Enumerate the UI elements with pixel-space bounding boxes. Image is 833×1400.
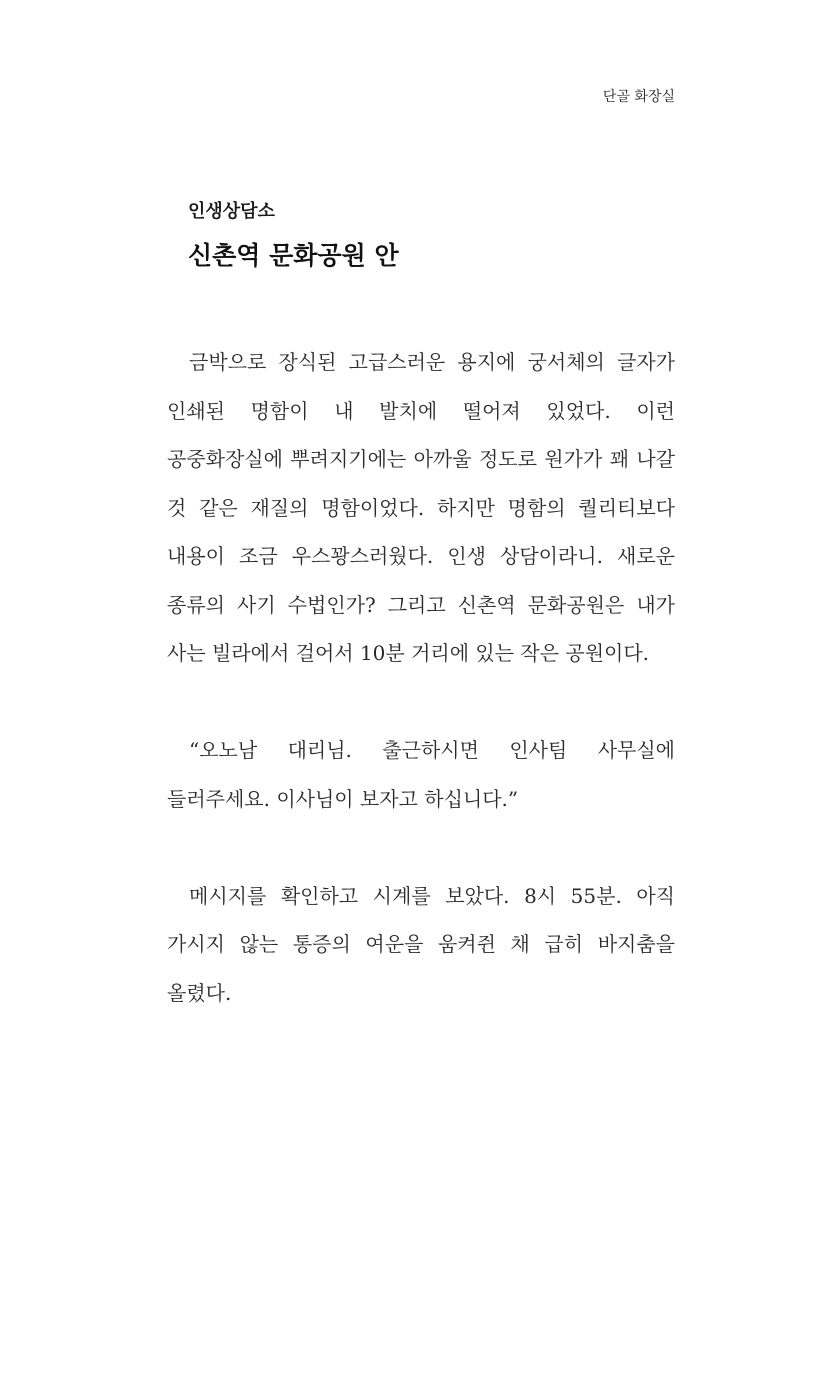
- chapter-heading: [188, 200, 688, 272]
- chapter-label: 인생상담소: [188, 201, 275, 222]
- paragraph-business-card: 금박으로 장식된 고급스러운 용지에 궁서체의 글자가 인쇄된 명함이 내 발치에 떨어져 있었다. 이런 공중화장실에 뿌려지기에는 아까울 정도로 원가가 꽤 나갈 것 같은 재질의 명함이었다. 하지만 명함의 퀄리티보다 내용이 조금 우스꽝스러웠다. 인생 상담이라니. 새로운 종류의 사기 수법인가? 그리고 신촌역 문화공원은 내가 사는 빌라에서 걸어서 10분 거리에 있는 작은 공원이다.: [167, 350, 675, 665]
- running-header-title: 단골 화장실: [602, 89, 675, 105]
- chapter-title: 신촌역 문화공원 안: [188, 241, 399, 270]
- body-text: [167, 338, 675, 1017]
- paragraph-check-time: 메시지를 확인하고 시계를 보았다. 8시 55분. 아직 가시지 않는 통증의 여운을 움켜쥔 채 급히 바지춤을 올렸다.: [167, 883, 675, 1005]
- paragraph-message-quote: “오노남 대리님. 출근하시면 인사팀 사무실에 들러주세요. 이사님이 보자고 하십니다.”: [167, 738, 675, 811]
